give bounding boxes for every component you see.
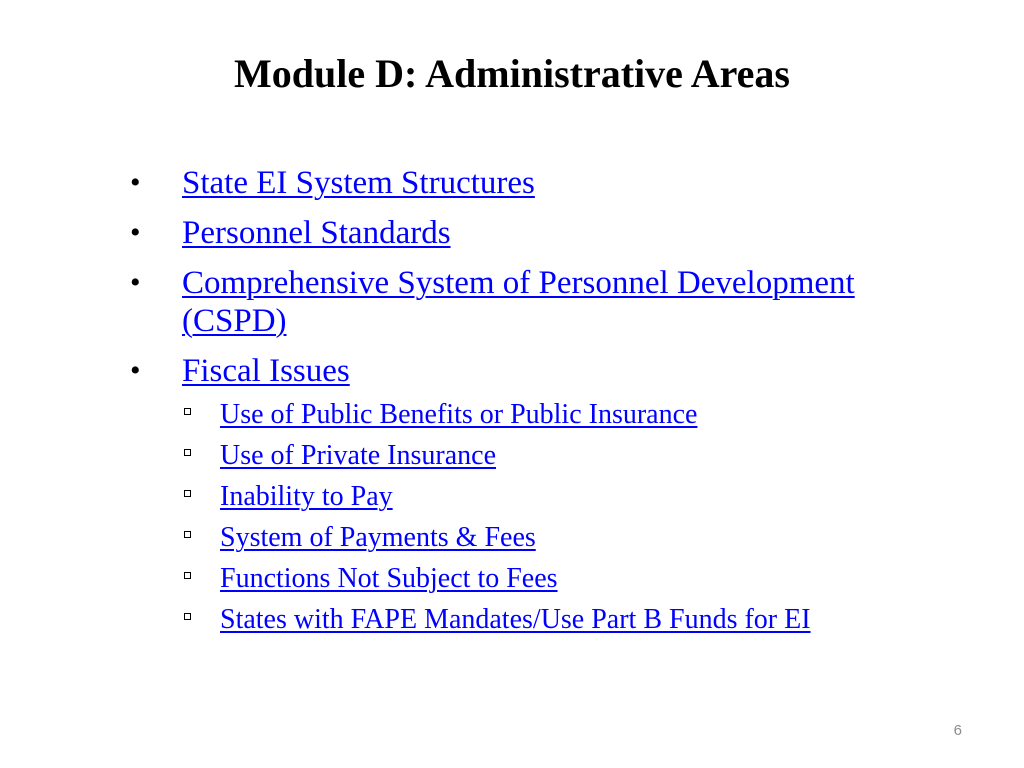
list-item-fiscal-issues <box>130 352 890 640</box>
link-system-of-payments-fees[interactable]: System of Payments & Fees <box>220 522 536 553</box>
sublist-item <box>130 599 890 640</box>
bullet-icon: • <box>130 266 141 299</box>
sublist-item <box>130 558 890 599</box>
list-item-personnel-standards <box>130 214 890 252</box>
link-cspd[interactable]: Comprehensive System of Personnel Development (CSPD) <box>182 265 855 339</box>
link-functions-not-subject-to-fees[interactable]: Functions Not Subject to Fees <box>220 563 558 594</box>
sublist-item <box>130 394 890 435</box>
bullet-icon: • <box>130 166 141 199</box>
sublist-item <box>130 517 890 558</box>
sublist-item <box>130 476 890 517</box>
list-item-state-ei-system-structures <box>130 164 890 202</box>
page-number: 6 <box>953 722 962 739</box>
link-fiscal-issues[interactable]: Fiscal Issues <box>182 353 350 389</box>
bullet-icon: • <box>130 216 141 249</box>
link-private-insurance[interactable]: Use of Private Insurance <box>220 440 497 471</box>
square-bullet-icon <box>184 613 191 620</box>
bullet-list <box>130 164 890 640</box>
square-bullet-icon <box>184 572 191 579</box>
slide-content <box>130 164 890 652</box>
square-bullet-icon <box>184 490 191 497</box>
link-personnel-standards[interactable]: Personnel Standards <box>182 215 451 251</box>
link-state-ei-system-structures[interactable]: State EI System Structures <box>182 165 535 201</box>
bullet-icon: • <box>130 354 141 387</box>
link-fape-mandates-part-b-funds[interactable]: States with FAPE Mandates/Use Part B Funds for EI <box>220 604 811 635</box>
fiscal-issues-sublist <box>130 394 890 640</box>
sublist-item <box>130 435 890 476</box>
link-public-benefits-insurance[interactable]: Use of Public Benefits or Public Insurance <box>220 399 698 430</box>
list-item-cspd <box>130 264 890 340</box>
square-bullet-icon <box>184 531 191 538</box>
slide-title: Module D: Administrative Areas <box>234 51 790 96</box>
square-bullet-icon <box>184 449 191 456</box>
link-inability-to-pay[interactable]: Inability to Pay <box>220 481 393 512</box>
square-bullet-icon <box>184 408 191 415</box>
